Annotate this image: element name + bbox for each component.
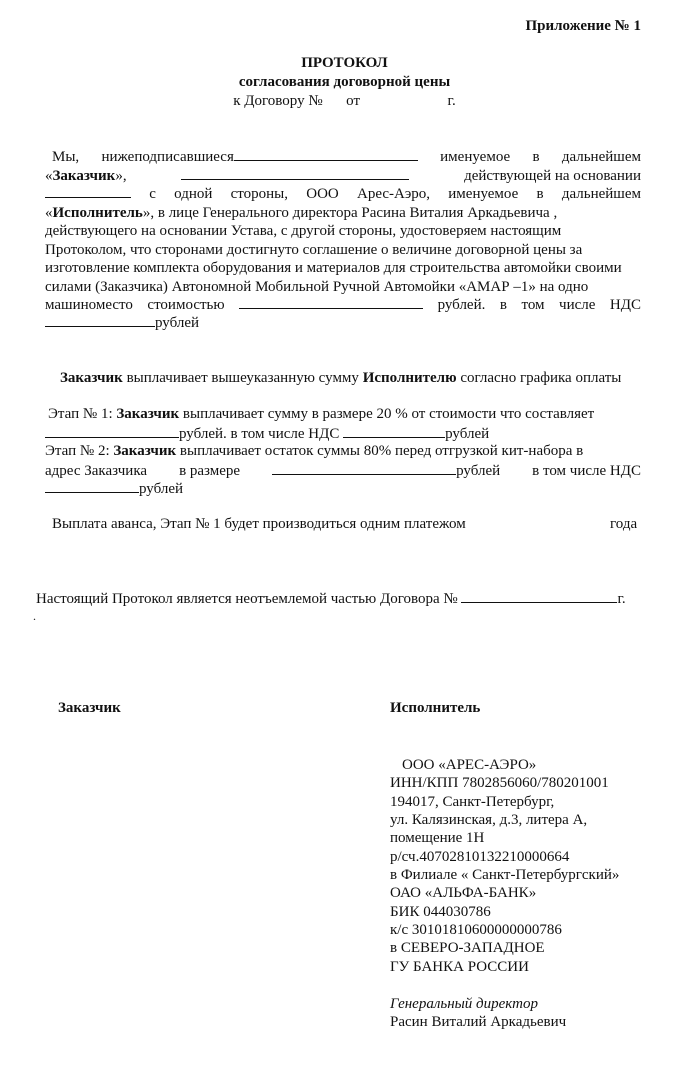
contract-ref-prefix: к Договору № — [233, 93, 323, 109]
payment-intro: Заказчик выплачивает вышеуказанную сумму Исполнителю согласно графика оплаты — [60, 370, 622, 386]
blank-customer-name — [234, 148, 418, 161]
blank-stage2-amount — [272, 462, 456, 475]
para1-line2: «Заказчик», действующей на основании — [45, 168, 641, 184]
para1-line9: машиноместо стоимостью рублей. в том числе НДС — [45, 297, 641, 313]
blank-stage2-vat — [45, 480, 139, 493]
stage2-line1: Этап № 2: Заказчик выплачивает остаток суммы 80% перед отгрузкой кит-набора в — [45, 443, 584, 459]
stray-dot: . — [33, 609, 36, 623]
contract-ref-from: от — [346, 93, 361, 109]
stage2-line3: рублей — [45, 480, 183, 498]
para1-line10: рублей — [45, 314, 199, 332]
advance-payment-text: Выплата аванса, Этап № 1 будет производиться одним платежом — [52, 516, 466, 532]
closing-statement: Настоящий Протокол является неотъемлемой частью Договора № г. — [36, 591, 626, 607]
para1-line5: действующего на основании Устава, с другой стороны, удостоверяем настоящим — [45, 223, 562, 239]
para1-line3: с одной стороны, ООО Арес-Аэро, именуемое в дальнейшем — [45, 185, 641, 203]
executor-line: ИНН/КПП 7802856060/780201001 — [390, 775, 609, 791]
para1-line7: изготовление комплекта оборудования и материалов для строительства автомойки своими — [45, 260, 622, 276]
director-title: Генеральный директор — [390, 996, 538, 1012]
executor-line: ООО «АРЕС-АЭРО» — [402, 757, 537, 773]
advance-payment-year: года — [610, 516, 638, 532]
para1-line4: «Исполнитель», в лице Генерального директора Расина Виталия Аркадьевича , — [45, 205, 558, 221]
stage2-line2: адрес Заказчика в размере рублей в том числе НДС — [45, 463, 641, 479]
document-subtitle: согласования договорной цены — [238, 74, 451, 90]
stage1-line1: Этап № 1: Заказчик выплачивает сумму в размере 20 % от стоимости что составляет — [48, 406, 595, 422]
blank-basis — [45, 185, 131, 198]
customer-signature-title: Заказчик — [58, 700, 121, 716]
executor-line: помещение 1Н — [390, 830, 485, 846]
contract-ref-year: г. — [447, 93, 456, 109]
blank-contract-number — [461, 590, 617, 603]
para1-line8: силами (Заказчика) Автономной Мобильной Ручной Автомойки «АМАР –1» на одно — [45, 279, 589, 295]
blank-total-cost — [239, 296, 423, 309]
executor-signature-title: Исполнитель — [390, 700, 481, 716]
para1-line1: Мы, нижеподписавшиеся именуемое в дальнейшем — [52, 149, 641, 165]
executor-line: ул. Калязинская, д.3, литера А, — [390, 812, 588, 828]
executor-line: в Филиале « Санкт-Петербургский» — [390, 867, 620, 883]
executor-line: БИК 044030786 — [390, 904, 491, 920]
executor-line: к/с 30101810600000000786 — [390, 922, 562, 938]
executor-line: 194017, Санкт-Петербург, — [390, 794, 555, 810]
document-title: ПРОТОКОЛ — [301, 55, 388, 71]
para1-line6: Протоколом, что сторонами достигнуто соглашение о величине договорной цены за — [45, 242, 583, 258]
blank-total-vat — [45, 314, 155, 327]
executor-line: ГУ БАНКА РОССИИ — [390, 959, 529, 975]
contract-reference — [0, 93, 689, 110]
appendix-label: Приложение № 1 — [525, 18, 641, 34]
executor-line: ОАО «АЛЬФА-БАНК» — [390, 885, 537, 901]
stage1-line2: рублей. в том числе НДС рублей — [45, 425, 489, 443]
executor-line: р/сч.40702810132210000664 — [390, 849, 570, 865]
director-name: Расин Виталий Аркадьевич — [390, 1014, 567, 1030]
executor-line: в СЕВЕРО-ЗАПАДНОЕ — [390, 940, 545, 956]
blank-customer-representative — [181, 167, 409, 180]
blank-stage1-amount — [45, 425, 179, 438]
blank-stage1-vat — [343, 425, 445, 438]
